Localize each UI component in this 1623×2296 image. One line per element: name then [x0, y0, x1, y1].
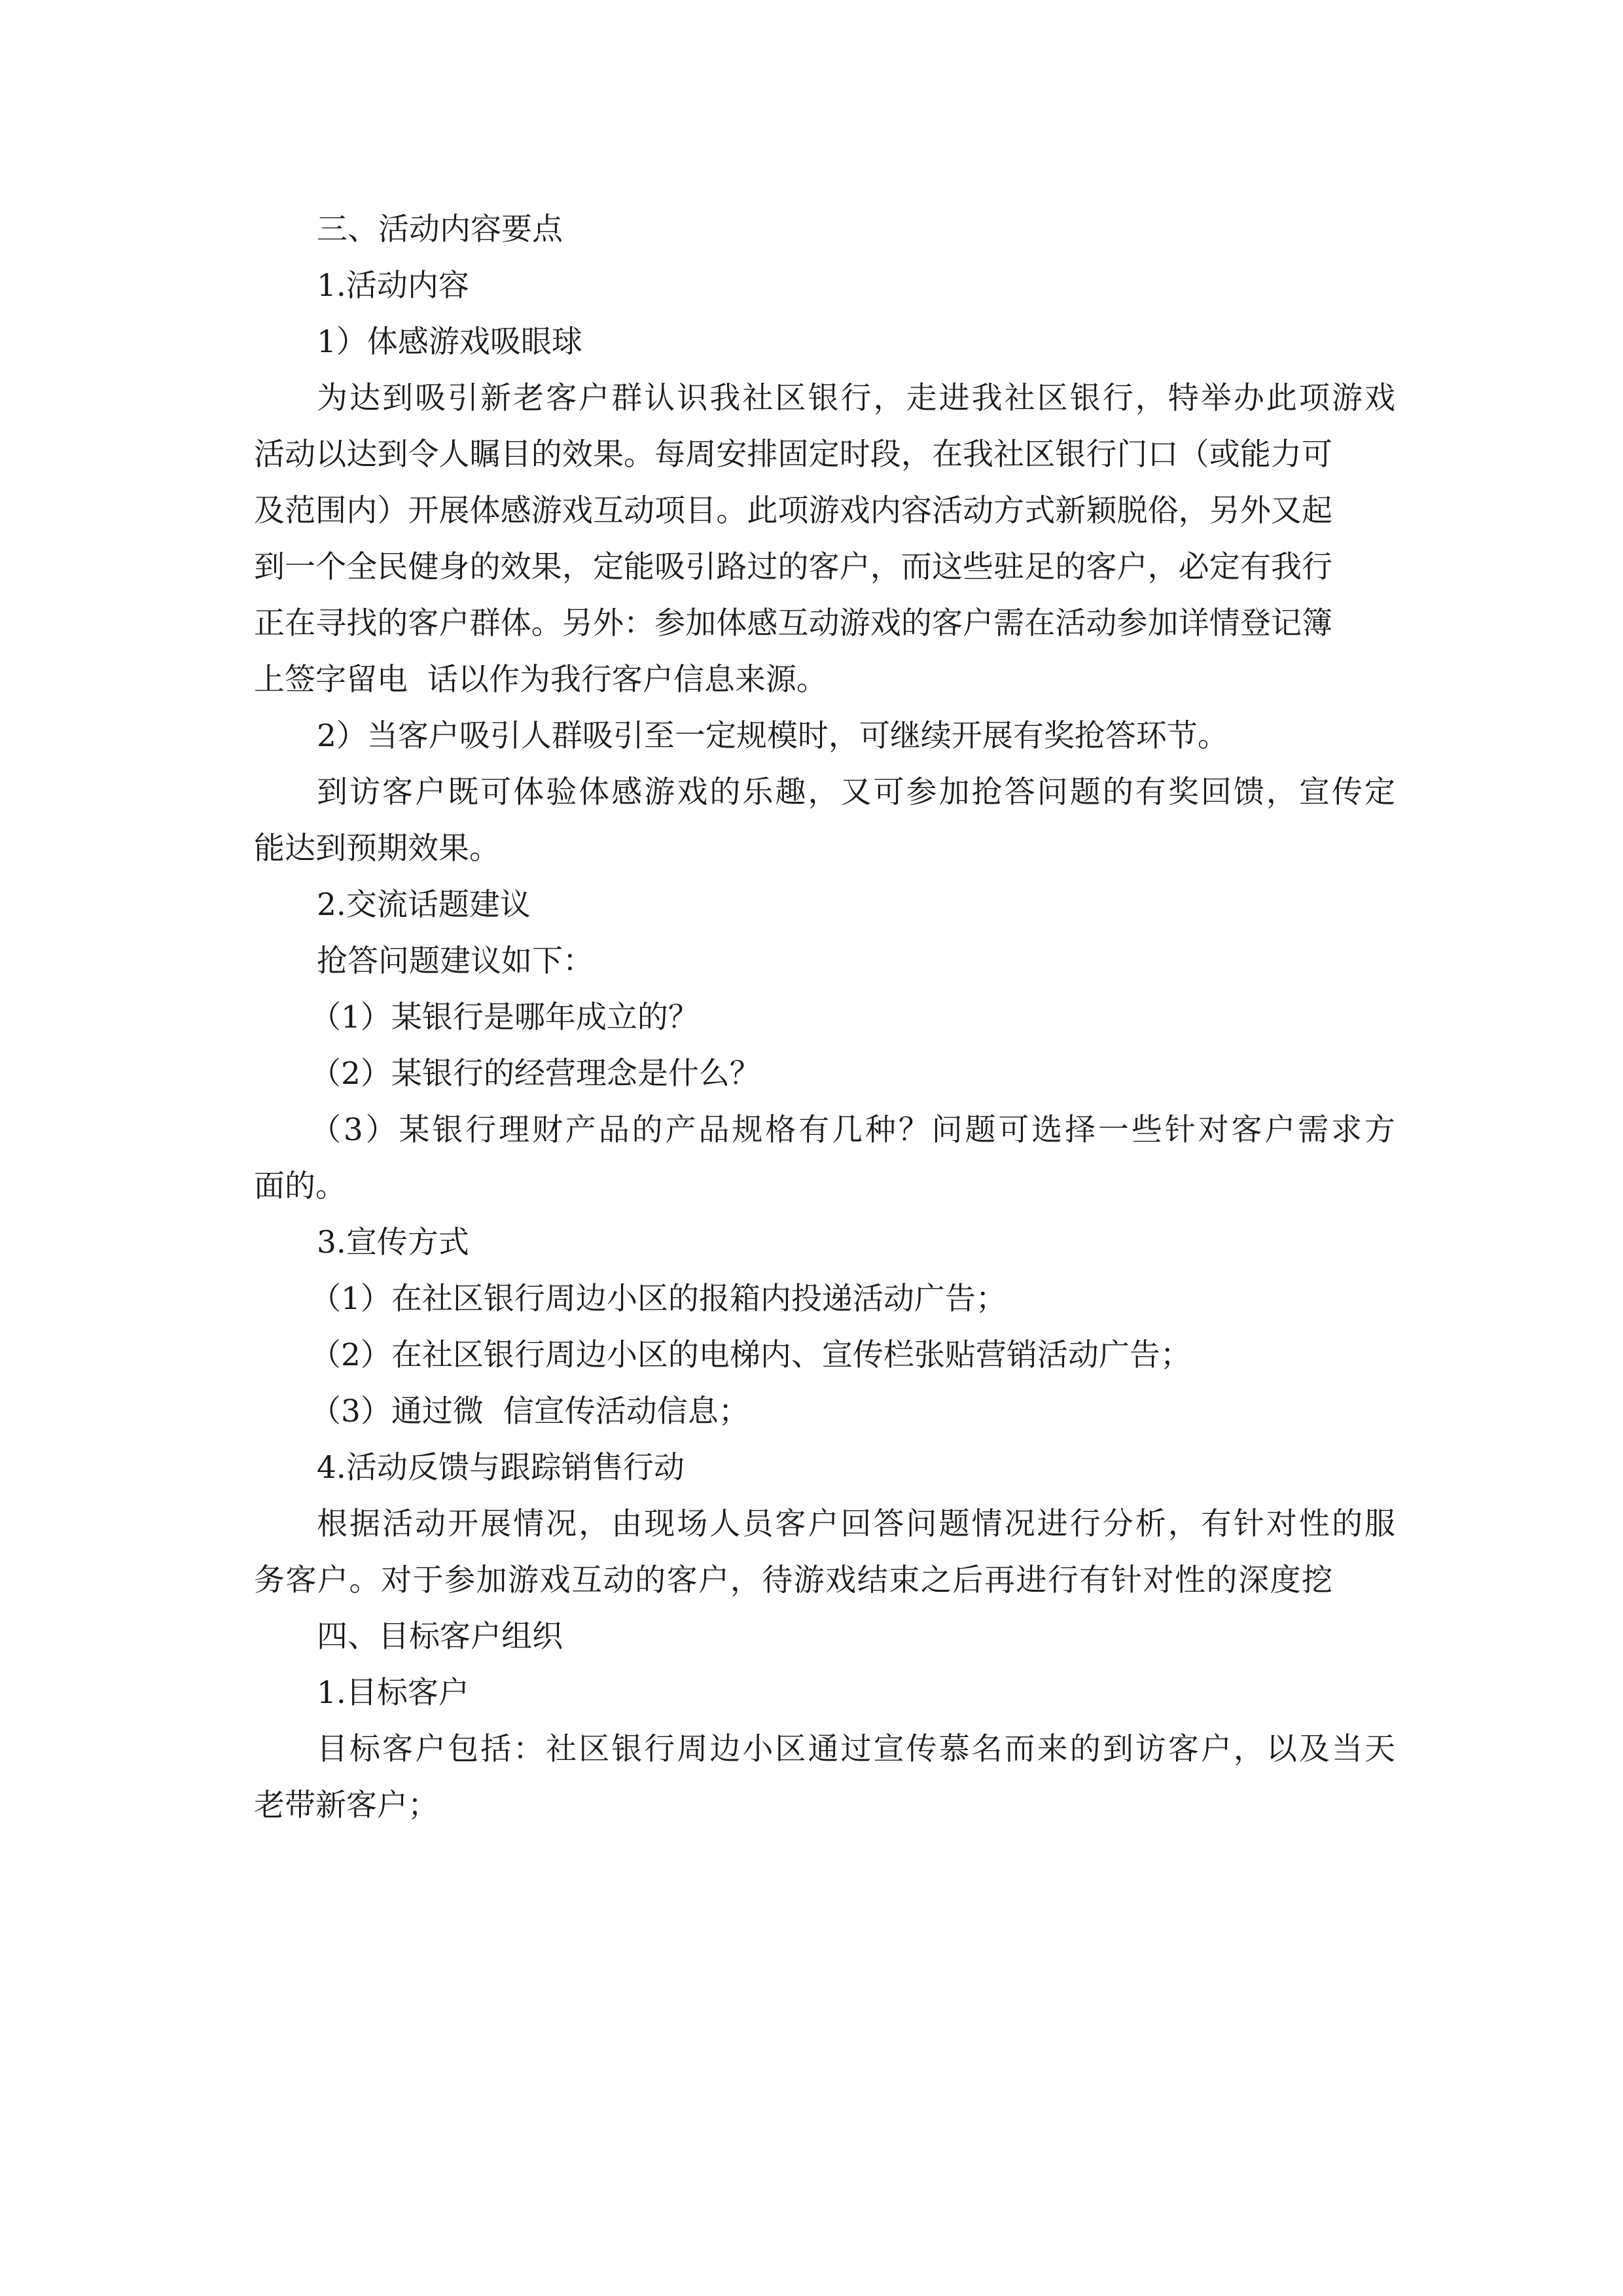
paragraph-line: 为达到吸引新老客户群认识我社区银行，走进我社区银行，特举办此项游戏 [317, 380, 1395, 416]
paragraph-line: 活动以达到令人瞩目的效果。每周安排固定时段，在我社区银行门口（或能力可 [254, 437, 1332, 473]
subsection-title: 4.活动反馈与跟踪销售行动 [317, 1450, 685, 1486]
paragraph-line: 能达到预期效果。 [254, 831, 500, 867]
list-item: （1）在社区银行周边小区的报箱内投递活动广告； [310, 1281, 1007, 1317]
section-heading: 三、活动内容要点 [317, 211, 563, 247]
paragraph-line: 抢答问题建议如下： [317, 943, 594, 979]
paragraph-line: 正在寻找的客户群体。另外：参加体感互动游戏的客户需在活动参加详情登记簿 [254, 605, 1332, 641]
subsection-title: 2.交流话题建议 [317, 887, 531, 923]
list-item: （3）某银行理财产品的产品规格有几种？问题可选择一些针对客户需求方 [310, 1112, 1395, 1148]
list-item: （2）某银行的经营理念是什么？ [310, 1056, 760, 1092]
paragraph-line: 务客户。对于参加游戏互动的客户，待游戏结束之后再进行有针对性的深度挖 [254, 1562, 1332, 1598]
document-body [254, 202, 1395, 1834]
paragraph-line: 目标客户包括：社区银行周边小区通过宣传慕名而来的到访客户，以及当天 [317, 1731, 1395, 1767]
item-title: 1）体感游戏吸眼球 [317, 324, 582, 360]
subsection-title: 1.目标客户 [317, 1675, 469, 1711]
paragraph-line: 到访客户既可体验体感游戏的乐趣，又可参加抢答问题的有奖回馈，宣传定 [317, 774, 1395, 810]
list-item: （1）某银行是哪年成立的？ [310, 999, 699, 1035]
paragraph-line: 根据活动开展情况，由现场人员客户回答问题情况进行分析，有针对性的服 [317, 1506, 1395, 1542]
subsection-title: 3.宣传方式 [317, 1225, 469, 1261]
subsection-title: 1.活动内容 [317, 268, 469, 304]
paragraph-line: 上签字留电 话以作为我行客户信息来源。 [254, 662, 827, 698]
paragraph-line: 到一个全民健身的效果，定能吸引路过的客户，而这些驻足的客户，必定有我行 [254, 549, 1332, 585]
section-heading: 四、目标客户组织 [317, 1619, 563, 1655]
list-item-continuation: 面的。 [254, 1168, 346, 1204]
paragraph-line: 及范围内）开展体感游戏互动项目。此项游戏内容活动方式新颖脱俗，另外又起 [254, 493, 1332, 529]
paragraph-line: 老带新客户； [254, 1787, 438, 1823]
item-title: 2）当客户吸引人群吸引至一定规模时，可继续开展有奖抢答环节。 [317, 718, 1228, 754]
list-item: （3）通过微 信宣传活动信息； [310, 1393, 749, 1429]
list-item: （2）在社区银行周边小区的电梯内、宣传栏张贴营销活动广告； [310, 1337, 1191, 1373]
